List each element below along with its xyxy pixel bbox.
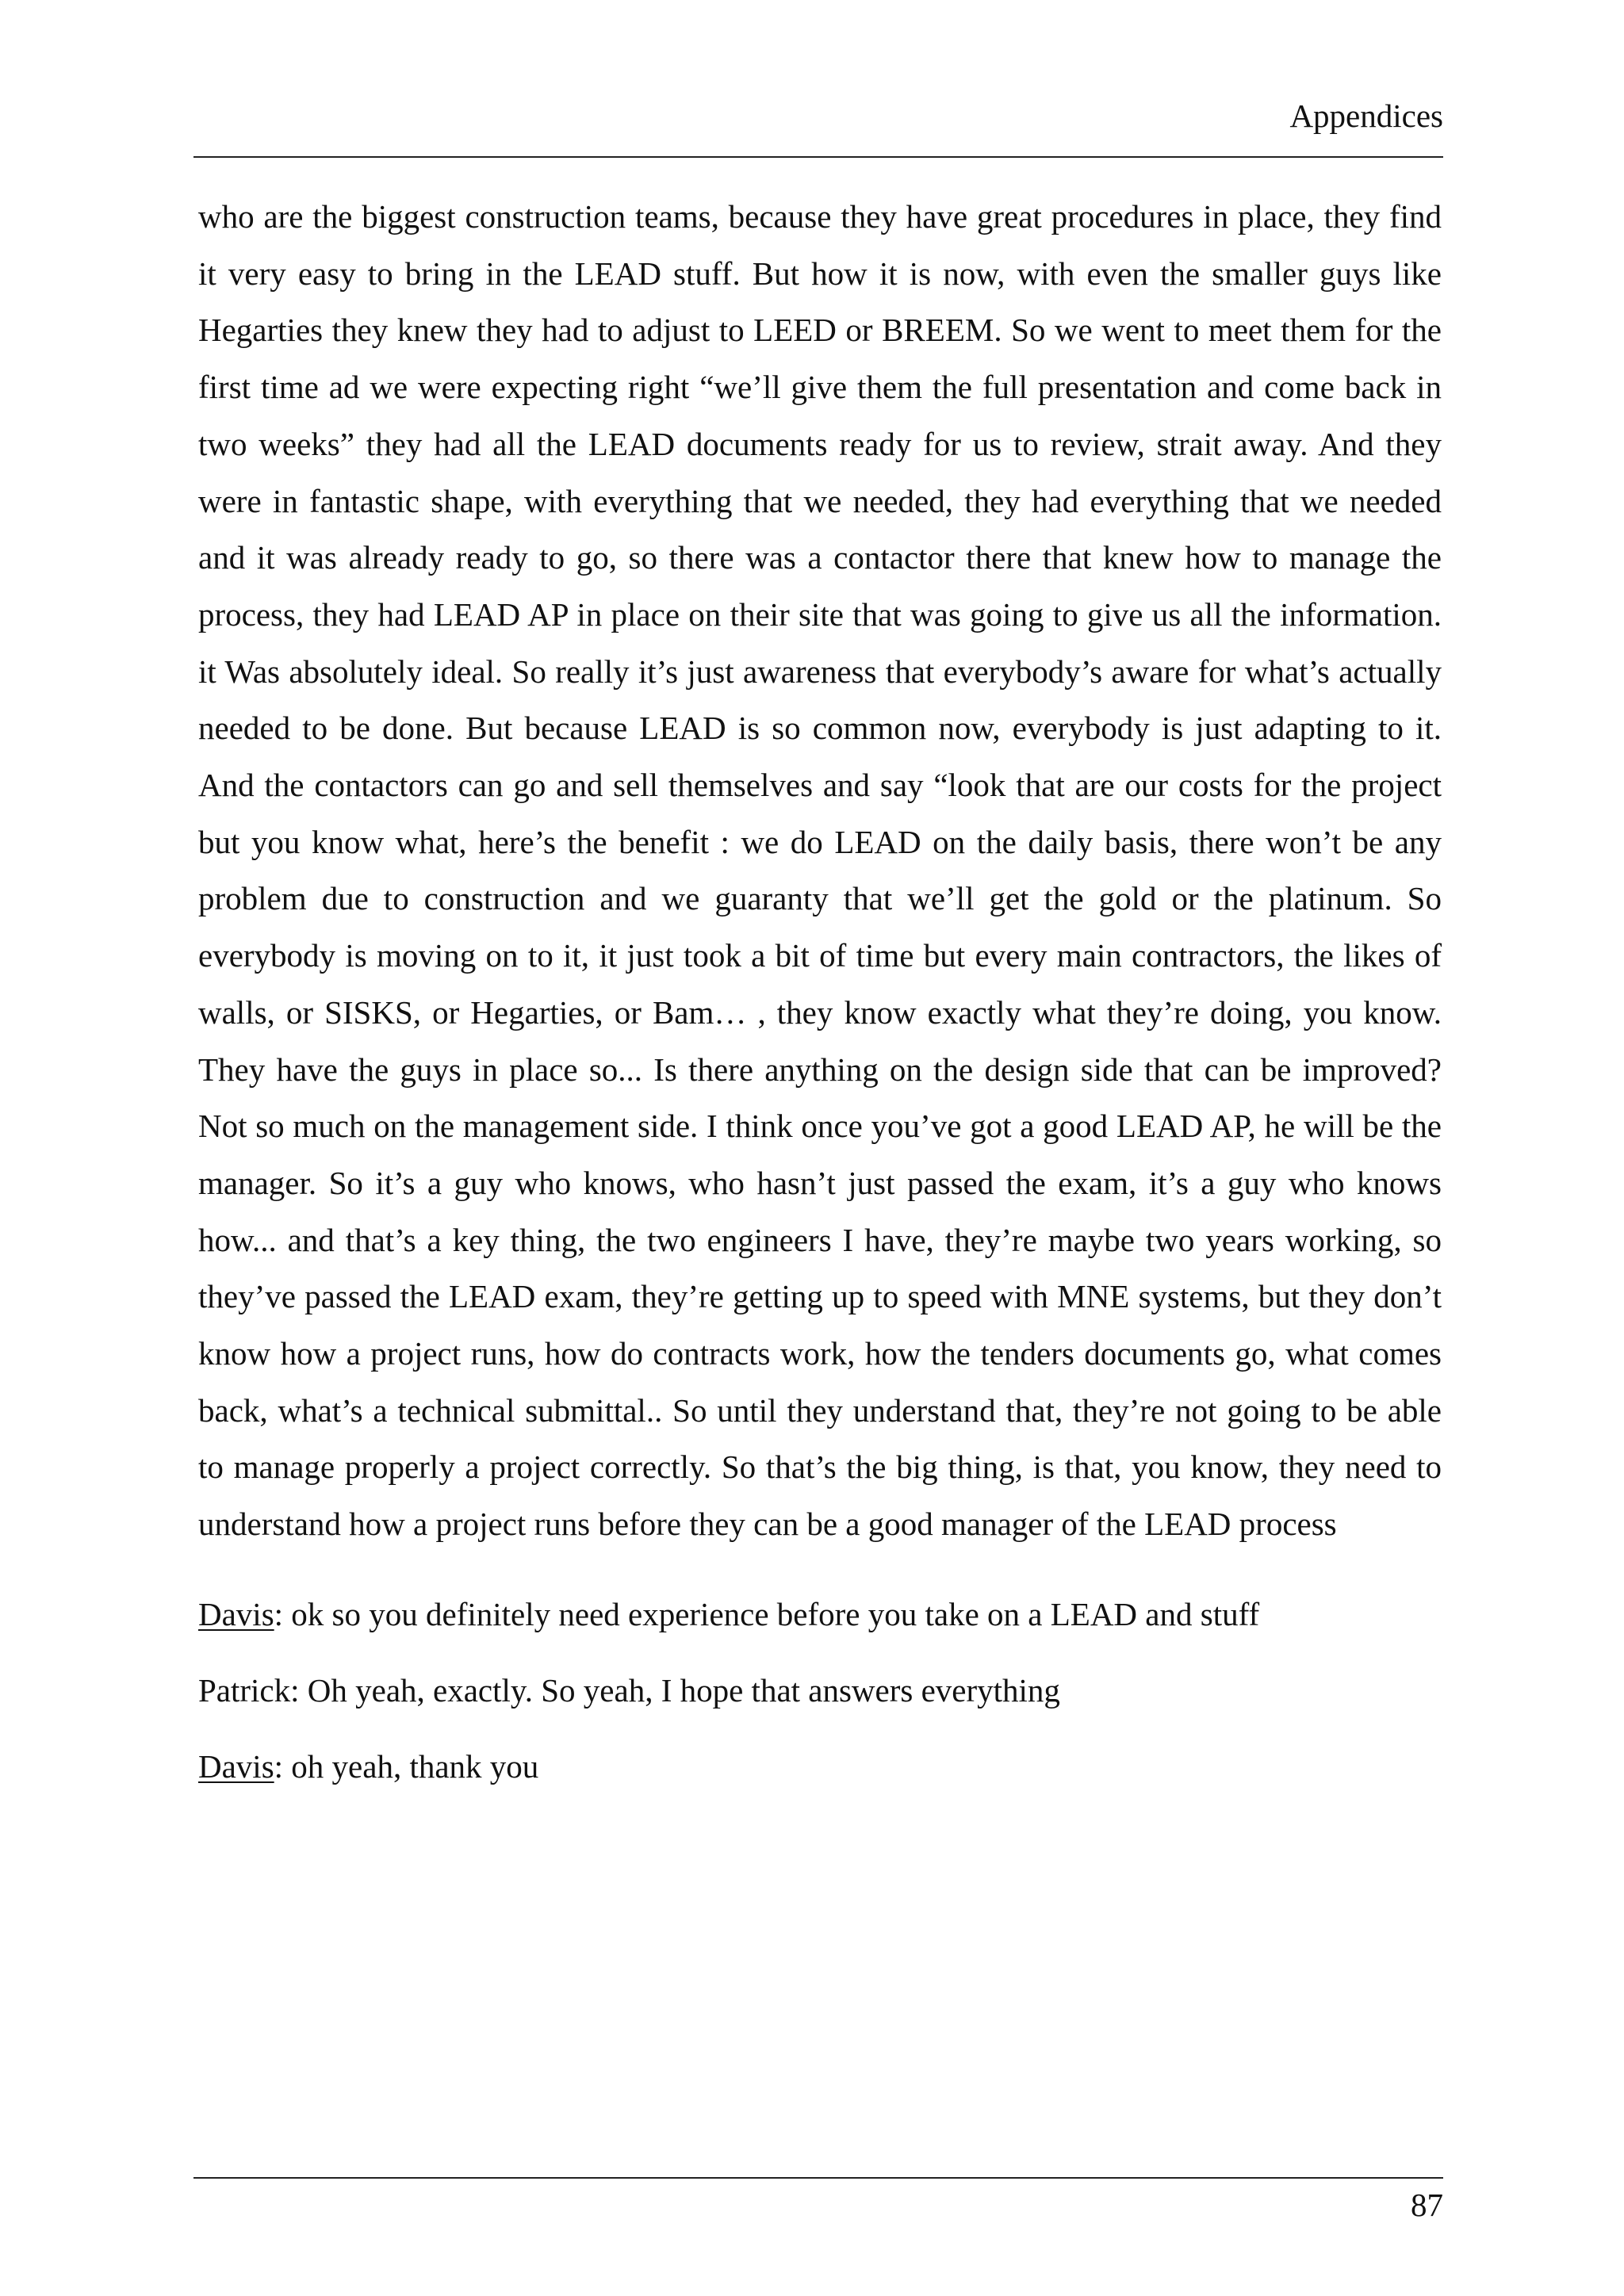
footer-rule (193, 2177, 1443, 2179)
interview-paragraph: who are the biggest construction teams, because they have great procedures in place, they find it very easy to bring in the LEAD stuff. But how it is now, with even the smaller guys like Hegarties they knew they had to adjust to LEED or BREEM. So we went to meet them for the first time ad we were expecting right “we’ll give them the full presentation and come back in two weeks” they had all the LEAD documents ready for us to review, strait away. And they were in fantastic shape, with everything that we needed, they had everything that we needed and it was already ready to go, so there was a contactor there that knew how to manage the process, they had LEAD AP in place on their site that was going to give us all the information. it Was absolutely ideal. So really it’s just awareness that everybody’s aware for what’s actually needed to be done. But because LEAD is so common now, everybody is just adapting to it. And the contactors can go and sell themselves and say “look that are our costs for the project but you know what, here’s the benefit : we do LEAD on the daily basis, there won’t be any problem due to construction and we guaranty that we’ll get the gold or the platinum. So everybody is moving on to it, it just took a bit of time but every main contractors, the likes of walls, or SISKS, or Hegarties, or Bam… , they know exactly what they’re doing, you know. They have the guys in place so... Is there anything on the design side that can be improved? Not so much on the management side. I think once you’ve got a good LEAD AP, he will be the manager. So it’s a guy who knows, who hasn’t just passed the exam, it’s a guy who knows how... and that’s a key thing, the two engineers I have, they’re maybe two years working, so they’ve passed the LEAD exam, they’re getting up to speed with MNE systems, but they don’t know how a project runs, how do contracts work, how the tenders documents go, what comes back, what’s a technical submittal.. So until they understand that, they’re not going to be able to manage properly a project correctly. So that’s the big thing, is that, you know, they need to understand how a project runs before they can be a good manager of the LEAD process (198, 198, 1442, 1543)
speaker-name: Davis (198, 1596, 274, 1632)
speaker-name: Patrick (198, 1672, 291, 1709)
dialog-text: : oh yeah, thank you (274, 1748, 539, 1785)
dialog-line-davis-2 (198, 1744, 1442, 1789)
dialog-line-patrick (198, 1668, 1442, 1712)
dialog-text: : Oh yeah, exactly. So yeah, I hope that answers everything (290, 1672, 1060, 1709)
header-rule (193, 156, 1443, 158)
page-number: 87 (1411, 2187, 1443, 2223)
running-header: Appendices (1289, 98, 1443, 134)
dialog-text: : ok so you definitely need experience before you take on a LEAD and stuff (274, 1596, 1260, 1632)
speaker-name: Davis (198, 1748, 274, 1785)
dialog-line-davis-1 (198, 1592, 1442, 1636)
